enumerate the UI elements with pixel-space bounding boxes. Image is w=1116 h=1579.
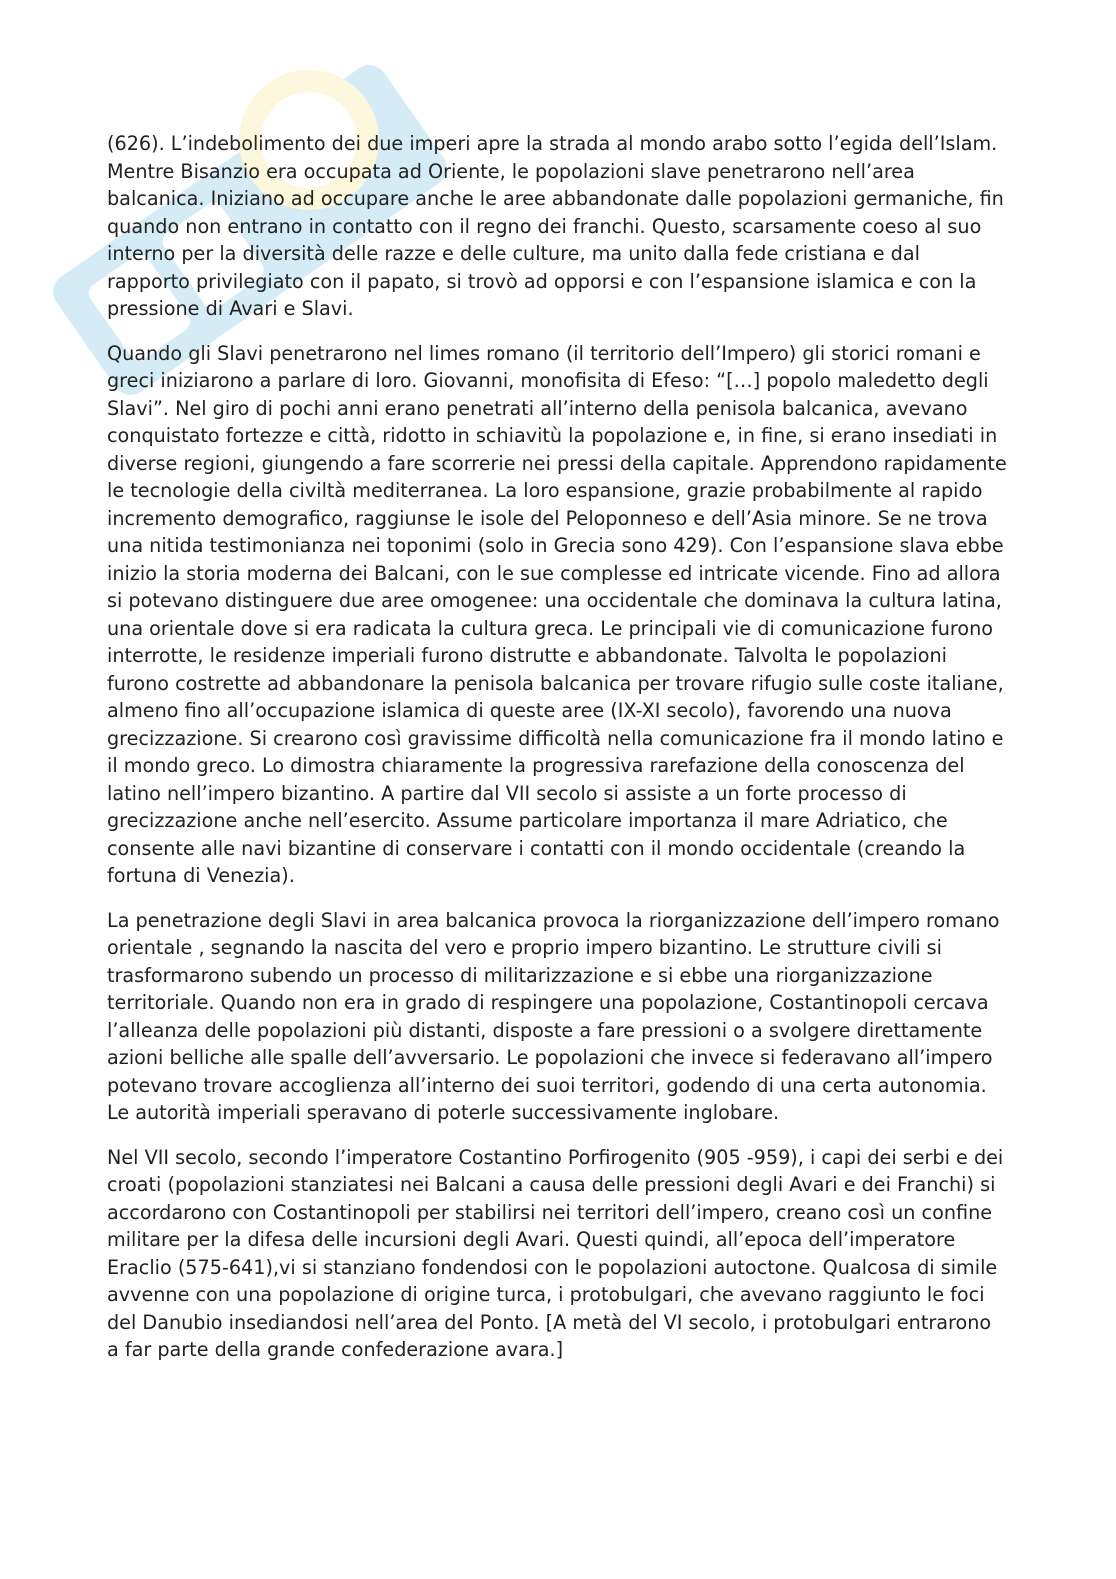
paragraph: (626). L’indebolimento dei due imperi apre la strada al mondo arabo sotto l’egida dell’Islam. Mentre Bisanzio era occupata ad Oriente, le popolazioni slave penetrarono nell’area balcanica. Iniziano ad occupare anche le aree abbandonate dalle popolazioni germaniche, fin quando non entrano in contatto con il regno dei franchi. Questo, scarsamente coeso al suo interno per la diversità delle razze e delle culture, ma unito dalla fede cristiana e dal rapporto privilegiato con il papato, si trovò ad opporsi e con l’espansione islamica e con la pressione di Avari e Slavi. [107, 132, 1004, 320]
document-page [107, 130, 1007, 1381]
paragraph: Quando gli Slavi penetrarono nel limes romano (il territorio dell’Impero) gli storici romani e greci iniziarono a parlare di loro. Giovanni, monofisita di Efeso: “[…] popolo maledetto degli Slavi”. Nel giro di pochi anni erano penetrati all’interno della penisola balcanica, avevano conquistato fortezze e città, ridotto in schiavitù la popolazione e, in fine, si erano insediati in diverse regioni, giungendo a fare scorrerie nei pressi della capitale. Apprendono rapidamente le tecnologie della civiltà mediterranea. La loro espansione, grazie probabilmente al rapido incremento demografico, raggiunse le isole del Peloponneso e dell’Asia minore. Se ne trova una nitida testimonianza nei toponimi (solo in Grecia sono 429). Con l’espansione slava ebbe inizio la storia moderna dei Balcani, con le sue complesse ed intricate vicende. Fino ad allora si potevano distinguere due aree omogenee: una occidentale che dominava la cultura latina, una orientale dove si era radicata la cultura greca. Le principali vie di comunicazione furono interrotte, le residenze imperiali furono distrutte e abbandonate. Talvolta le popolazioni furono costrette ad abbandonare la penisola balcanica per trovare rifugio sulle coste italiane, almeno fino all’occupazione islamica di queste aree (IX-XI secolo), favorendo una nuova grecizzazione. Si crearono così gravissime difficoltà nella comunicazione fra il mondo latino e il mondo greco. Lo dimostra chiaramente la progressiva rarefazione della conoscenza del latino nell’impero bizantino. A partire dal VII secolo si assiste a un forte processo di grecizzazione anche nell’esercito. Assume particolare importanza il mare Adriatico, che consente alle navi bizantine di conservare i contatti con il mondo occidentale (creando la fortuna di Venezia). [107, 341, 1007, 887]
paragraph: La penetrazione degli Slavi in area balcanica provoca la riorganizzazione dell’impero romano orientale , segnando la nascita del vero e proprio impero bizantino. Le strutture civili si trasformarono subendo un processo di militarizzazione e si ebbe una riorganizzazione territoriale. Quando non era in grado di respingere una popolazione, Costantinopoli cercava l’alleanza delle popolazioni più distanti, disposte a fare pressioni o a svolgere direttamente azioni belliche alle spalle dell’avversario. Le popolazioni che invece si federavano all’impero potevano trovare accoglienza all’interno dei suoi territori, godendo di una certa autonomia. Le autorità imperiali speravano di poterle successivamente inglobare. [107, 908, 1000, 1124]
paragraph: Nel VII secolo, secondo l’imperatore Costantino Porfirogenito (905 -959), i capi dei serbi e dei croati (popolazioni stanziatesi nei Balcani a causa delle pressioni degli Avari e dei Franchi) si accordarono con Costantinopoli per stabilirsi nei territori dell’impero, creano così un confine militare per la difesa delle incursioni degli Avari. Questi quindi, all’epoca dell’imperatore Eraclio (575-641),vi si stanziano fondendosi con le popolazioni autoctone. Qualcosa di simile avvenne con una popolazione di origine turca, i protobulgari, che avevano raggiunto le foci del Danubio insediandosi nell’area del Ponto. [A metà del VI secolo, i protobulgari entrarono a far parte della grande confederazione avara.] [107, 1145, 1004, 1361]
